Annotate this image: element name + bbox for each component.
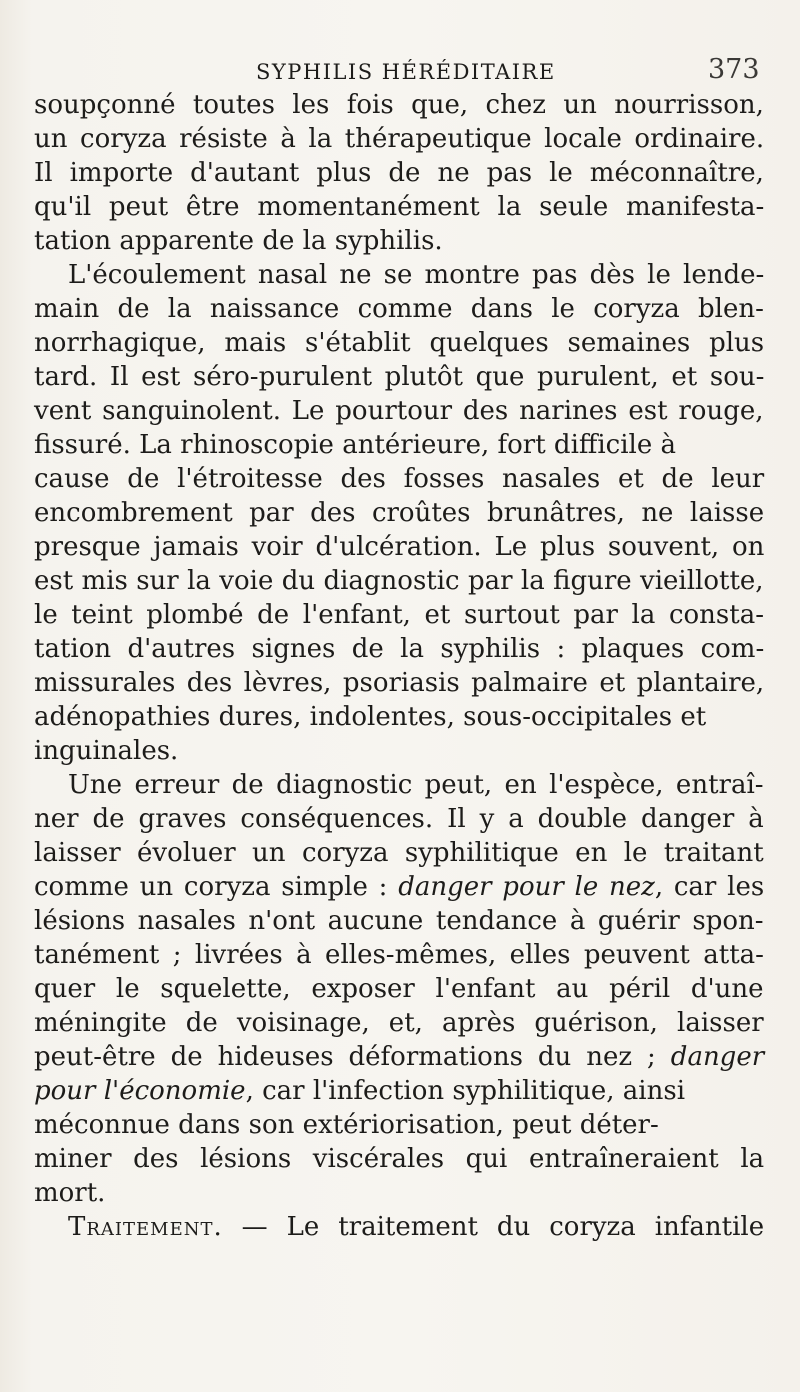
text-run: — Le traitement du coryza infantile bbox=[222, 1212, 765, 1242]
text-line: un coryza résiste à la thérapeutique locale ordinaire. bbox=[34, 124, 765, 154]
text-line bbox=[34, 870, 764, 904]
text-line: cause de l'étroitesse des fosses nasales et de leur bbox=[34, 464, 765, 494]
text-line: fissuré. La rhinoscopie antérieure, fort difficile à bbox=[34, 430, 677, 460]
text-line: est mis sur la voie du diagnostic par la figure vieillotte, bbox=[34, 566, 764, 596]
text-run: comme un coryza simple : bbox=[34, 872, 399, 902]
section-start-line bbox=[68, 1210, 764, 1244]
text-line: norrhagique, mais s'établit quelques semaines plus bbox=[34, 328, 765, 358]
text-line bbox=[34, 1040, 764, 1074]
text-line: qu'il peut être momentanément la seule manifesta- bbox=[34, 192, 765, 222]
italic-phrase: pour l'économie bbox=[34, 1076, 246, 1106]
text-line: ner de graves conséquences. Il y a double danger à bbox=[34, 804, 764, 834]
text-line: tard. Il est séro-purulent plutôt que purulent, et sou- bbox=[34, 362, 765, 392]
text-line: méningite de voisinage, et, après guérison, laisser bbox=[34, 1008, 764, 1038]
text-line bbox=[34, 1074, 685, 1108]
page-number: 373 bbox=[708, 54, 760, 85]
running-head: SYPHILIS HÉRÉDITAIRE bbox=[256, 60, 556, 84]
text-line: tation apparente de la syphilis. bbox=[34, 226, 443, 256]
text-line: laisser évoluer un coryza syphilitique en le traitant bbox=[34, 838, 764, 868]
text-line: le teint plombé de l'enfant, et surtout par la consta- bbox=[34, 600, 764, 630]
section-label: Traitement. bbox=[68, 1212, 223, 1242]
text-run: , car les bbox=[654, 872, 765, 902]
text-line: encombrement par des croûtes brunâtres, ne laisse bbox=[34, 498, 765, 528]
text-line: tation d'autres signes de la syphilis : plaques com- bbox=[34, 634, 765, 664]
paragraph-start-line: Une erreur de diagnostic peut, en l'espèce, entraî- bbox=[68, 770, 764, 800]
text-run: peut-être de hideuses déformations du nez ; bbox=[34, 1042, 671, 1072]
text-line: adénopathies dures, indolentes, sous-occipitales et bbox=[34, 702, 707, 732]
text-line: tanément ; livrées à elles-mêmes, elles peuvent atta- bbox=[34, 940, 764, 970]
text-line: inguinales. bbox=[34, 736, 179, 766]
text-line: vent sanguinolent. Le pourtour des narines est rouge, bbox=[34, 396, 764, 426]
text-run: , car l'infection syphilitique, ainsi bbox=[245, 1076, 686, 1106]
text-line: Il importe d'autant plus de ne pas le méconnaître, bbox=[34, 158, 764, 188]
text-line: lésions nasales n'ont aucune tendance à guérir spon- bbox=[34, 906, 764, 936]
text-line: soupçonné toutes les fois que, chez un nourrisson, bbox=[34, 90, 764, 120]
text-line: main de la naissance comme dans le coryza blen- bbox=[34, 294, 764, 324]
italic-phrase: danger bbox=[670, 1042, 765, 1072]
italic-phrase: danger pour le nez bbox=[398, 872, 655, 902]
text-line: presque jamais voir d'ulcération. Le plus souvent, on bbox=[34, 532, 765, 562]
paragraph-start-line: L'écoulement nasal ne se montre pas dès le lende- bbox=[68, 260, 765, 290]
text-line: méconnue dans son extériorisation, peut déter- bbox=[34, 1110, 659, 1140]
text-line: quer le squelette, exposer l'enfant au péril d'une bbox=[34, 974, 764, 1004]
text-line: miner des lésions viscérales qui entraîneraient la bbox=[34, 1144, 765, 1174]
text-line: mort. bbox=[34, 1178, 106, 1208]
text-line: missurales des lèvres, psoriasis palmaire et plantaire, bbox=[34, 668, 765, 698]
